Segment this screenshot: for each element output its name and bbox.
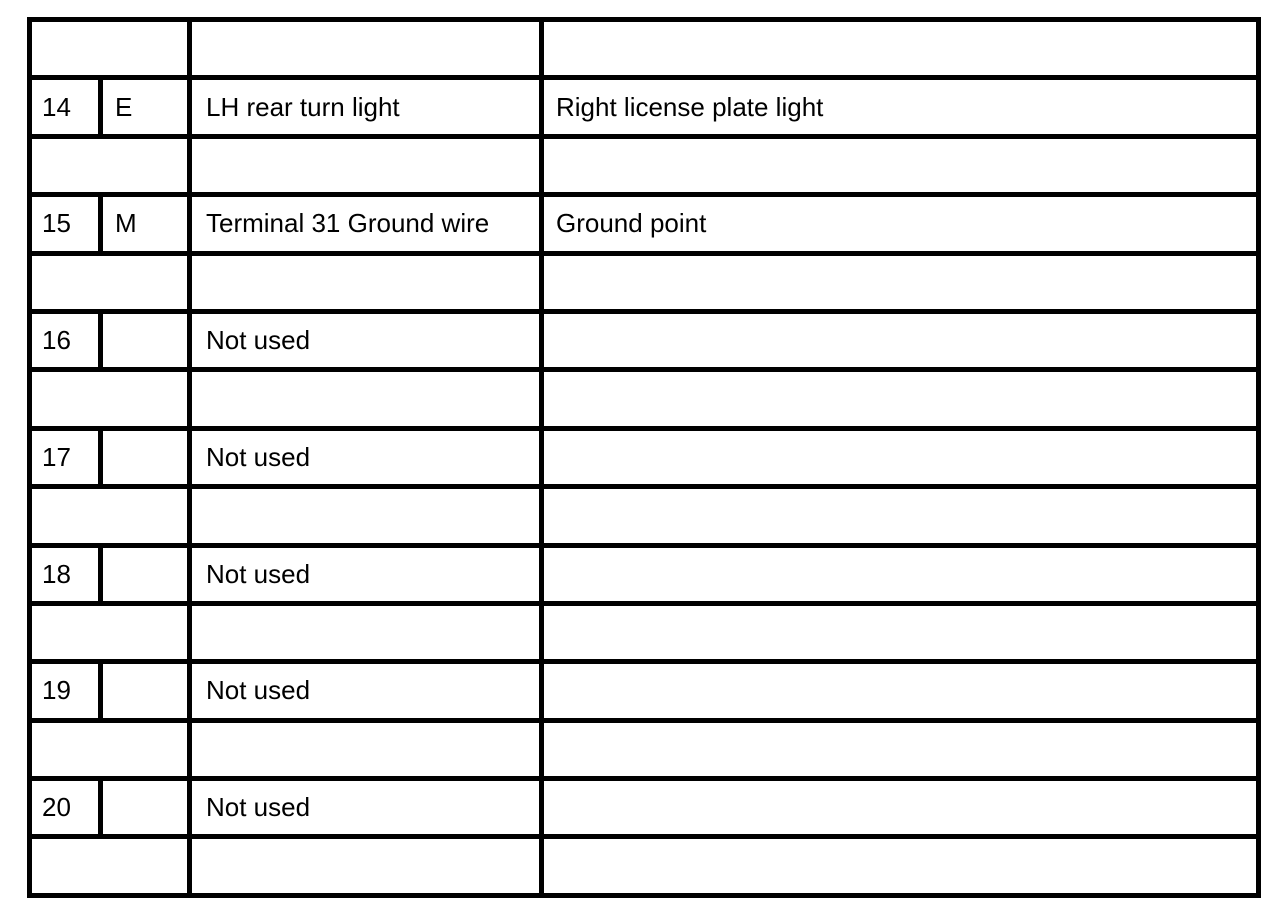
spacer-cell-description <box>190 370 542 428</box>
connection-cell <box>542 311 1259 369</box>
spacer-cell-description <box>190 136 542 194</box>
spacer-cell-connection <box>542 487 1259 545</box>
pin-number-cell: 14 <box>30 78 101 136</box>
table-spacer-row <box>30 837 1259 896</box>
wire-code-cell: E <box>101 78 190 136</box>
wire-code-cell <box>101 779 190 837</box>
spacer-cell-pin <box>30 370 190 428</box>
pin-number-cell: 20 <box>30 779 101 837</box>
spacer-cell-connection <box>542 136 1259 194</box>
spacer-cell-pin <box>30 487 190 545</box>
table-row <box>30 195 1259 253</box>
spacer-cell-connection <box>542 837 1259 896</box>
spacer-cell-connection <box>542 370 1259 428</box>
pin-number-cell: 18 <box>30 545 101 603</box>
wire-code-cell <box>101 662 190 720</box>
table-spacer-row <box>30 253 1259 311</box>
description-cell: Not used <box>190 779 542 837</box>
description-cell: Not used <box>190 662 542 720</box>
connection-cell <box>542 545 1259 603</box>
wire-code-cell: M <box>101 195 190 253</box>
pin-assignment-table <box>27 17 1261 898</box>
table-spacer-row <box>30 370 1259 428</box>
pin-number-cell: 16 <box>30 311 101 369</box>
table-body <box>30 20 1259 896</box>
connection-cell <box>542 428 1259 486</box>
description-cell: LH rear turn light <box>190 78 542 136</box>
description-cell: Not used <box>190 428 542 486</box>
spacer-cell-description <box>190 603 542 661</box>
spacer-cell-pin <box>30 720 190 778</box>
pin-number-cell: 19 <box>30 662 101 720</box>
description-cell: Not used <box>190 311 542 369</box>
wire-code-cell <box>101 428 190 486</box>
table-spacer-row <box>30 136 1259 194</box>
wire-code-cell <box>101 311 190 369</box>
table-spacer-row <box>30 720 1259 778</box>
spacer-cell-description <box>190 20 542 78</box>
spacer-cell-description <box>190 837 542 896</box>
spacer-cell-description <box>190 720 542 778</box>
pin-assignment-table-container <box>27 17 1256 898</box>
description-cell: Terminal 31 Ground wire <box>190 195 542 253</box>
spacer-cell-description <box>190 487 542 545</box>
description-cell: Not used <box>190 545 542 603</box>
table-row <box>30 545 1259 603</box>
connection-cell <box>542 662 1259 720</box>
spacer-cell-connection <box>542 720 1259 778</box>
spacer-cell-connection <box>542 20 1259 78</box>
wire-code-cell <box>101 545 190 603</box>
spacer-cell-pin <box>30 20 190 78</box>
spacer-cell-connection <box>542 603 1259 661</box>
spacer-cell-pin <box>30 837 190 896</box>
spacer-cell-pin <box>30 253 190 311</box>
table-row <box>30 311 1259 369</box>
table-row <box>30 428 1259 486</box>
table-row <box>30 779 1259 837</box>
spacer-cell-pin <box>30 603 190 661</box>
spacer-cell-connection <box>542 253 1259 311</box>
connection-cell: Ground point <box>542 195 1259 253</box>
table-spacer-row <box>30 20 1259 78</box>
spacer-cell-description <box>190 253 542 311</box>
table-row <box>30 78 1259 136</box>
connection-cell: Right license plate light <box>542 78 1259 136</box>
table-row <box>30 662 1259 720</box>
table-spacer-row <box>30 487 1259 545</box>
pin-number-cell: 15 <box>30 195 101 253</box>
spacer-cell-pin <box>30 136 190 194</box>
pin-number-cell: 17 <box>30 428 101 486</box>
table-spacer-row <box>30 603 1259 661</box>
connection-cell <box>542 779 1259 837</box>
